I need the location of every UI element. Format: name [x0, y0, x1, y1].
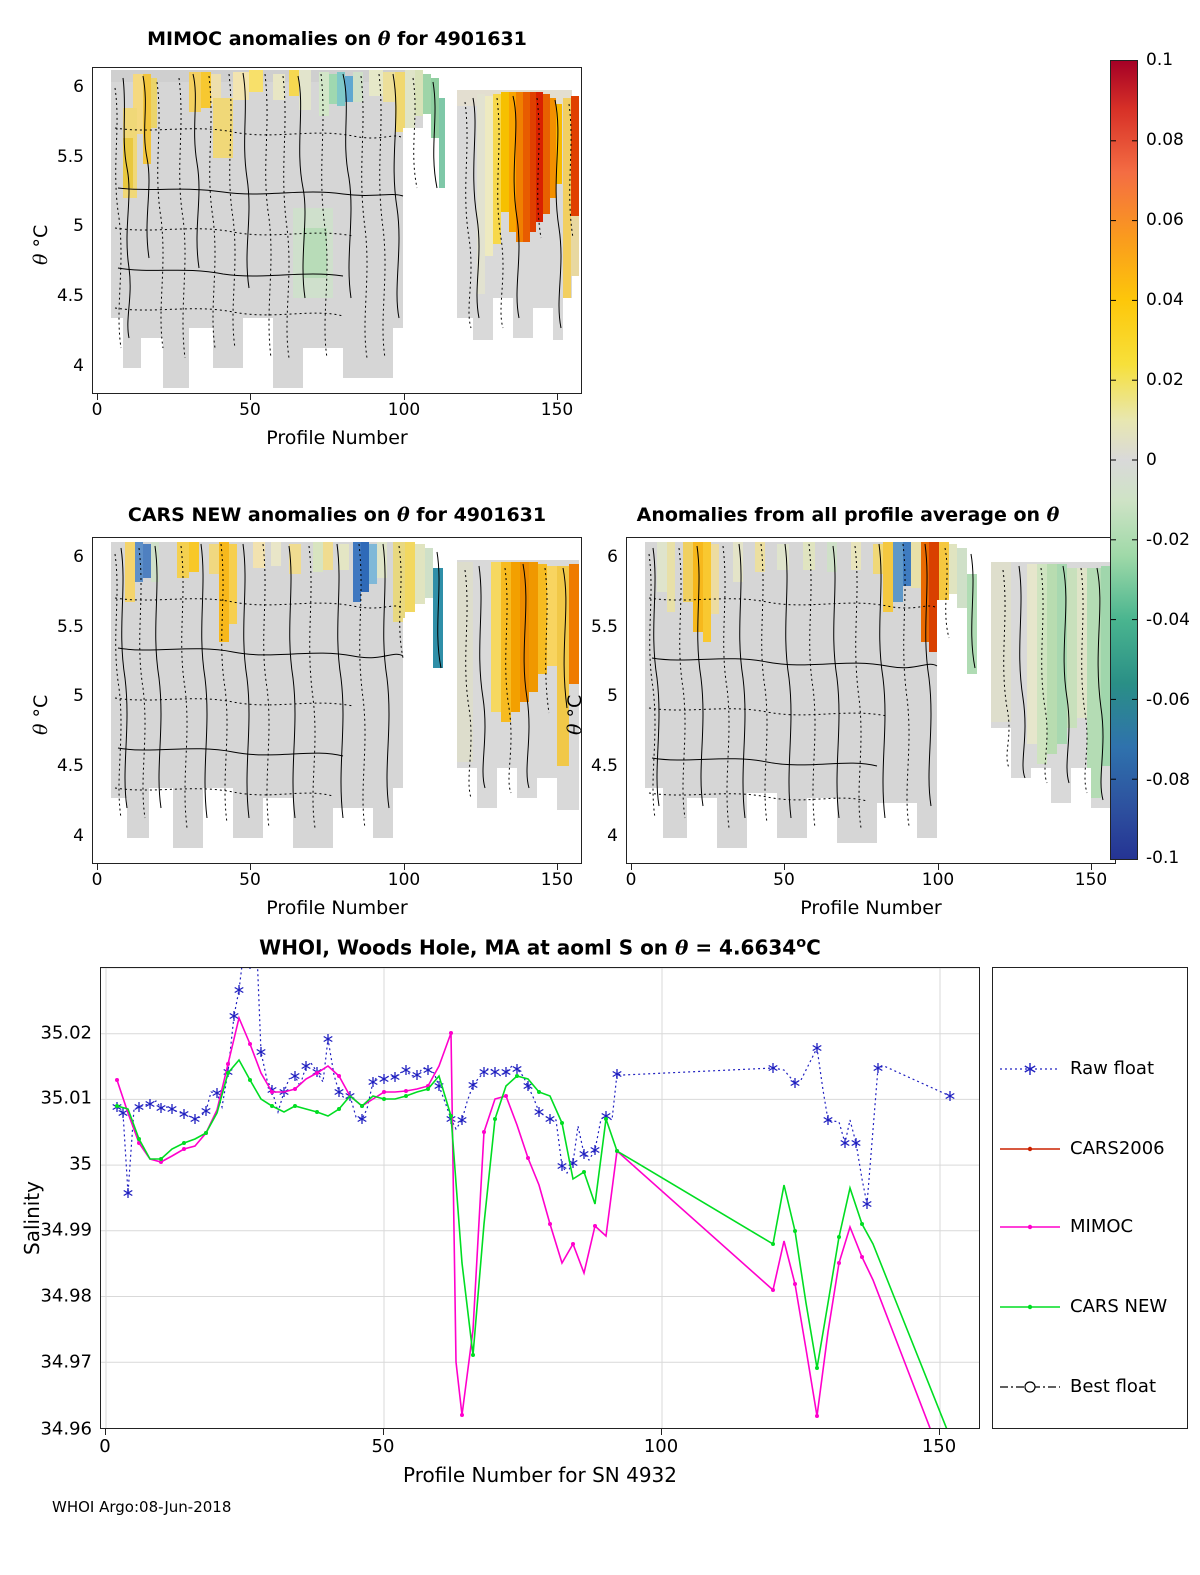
mimoc-ytick-0: 4: [73, 356, 84, 376]
legend-item-mimoc[interactable]: [1000, 1216, 1133, 1237]
cars-new-ytick-0: 4: [73, 826, 84, 846]
salinity-ytick-6: 35.02: [40, 1022, 92, 1044]
mimoc-ylabel: θ °C: [30, 224, 52, 265]
salinity-xtick-2: 100: [643, 1436, 679, 1457]
cars-new-xtick-1: 50: [239, 870, 261, 890]
cars-new-xtick-2: 100: [387, 870, 421, 890]
salinity-ytick-1: 34.97: [40, 1351, 92, 1373]
salinity-plot-area: [100, 967, 980, 1429]
profile-average-xtick-1: 50: [773, 870, 795, 890]
cars-new-contour-field: [93, 538, 581, 863]
profile-average-ytick-2: 5: [607, 686, 618, 706]
profile-average-ylabel: θ °C: [564, 694, 586, 735]
legend-label-cars-new: CARS NEW: [1070, 1296, 1168, 1317]
profile-average-ytick-4: 6: [607, 547, 618, 567]
cars-new-ytick-4: 6: [73, 547, 84, 567]
salinity-xtick-3: 150: [921, 1436, 957, 1457]
cars-new-ytick-3: 5.5: [56, 617, 84, 637]
colorbar-tick-2: 0.06: [1146, 210, 1184, 230]
salinity-xlabel: Profile Number for SN 4932: [402, 1463, 677, 1487]
legend-label-best-float: Best float: [1070, 1376, 1157, 1397]
legend-item-cars-new[interactable]: [1000, 1296, 1167, 1317]
profile-average-plot-area: [626, 537, 1116, 864]
salinity-xtick-1: 50: [371, 1436, 395, 1457]
cars-new-title: CARS NEW anomalies on θ for 4901631: [127, 504, 547, 526]
profile-average-title: Anomalies from all profile average on θ: [636, 504, 1060, 526]
cars-new-xtick-0: 0: [91, 870, 103, 890]
profile-average-ytick-1: 4.5: [590, 756, 618, 776]
profile-average-xtick-3: 150: [1074, 870, 1108, 890]
mimoc-ytick-4: 6: [73, 77, 84, 97]
mimoc-title: MIMOC anomalies on θ for 4901631: [147, 28, 527, 50]
mimoc-ytick-1: 4.5: [56, 286, 84, 306]
salinity-ytick-4: 35: [69, 1153, 92, 1175]
legend-swatch-raw-float: [1000, 1059, 1060, 1079]
mimoc-xlabel: Profile Number: [266, 427, 408, 449]
salinity-ytick-3: 34.99: [40, 1219, 92, 1241]
colorbar-tick-3: 0.04: [1146, 290, 1184, 310]
profile-average-ytick-0: 4: [607, 826, 618, 846]
colorbar-tick-4: 0.02: [1146, 370, 1184, 390]
cars-new-ytick-1: 4.5: [56, 756, 84, 776]
salinity-ytick-0: 34.96: [40, 1418, 92, 1440]
legend-item-best-float[interactable]: [1000, 1376, 1156, 1397]
profile-average-contour-field: [627, 538, 1115, 863]
colorbar-tick-7: -0.04: [1146, 610, 1190, 630]
mimoc-contour-field: [93, 68, 581, 393]
mimoc-xtick-1: 50: [239, 400, 261, 420]
legend-label-raw-float: Raw float: [1070, 1058, 1155, 1079]
colorbar-tick-10: -0.1: [1146, 848, 1180, 868]
mimoc-xtick-2: 100: [387, 400, 421, 420]
legend-item-raw-float[interactable]: [1000, 1058, 1154, 1079]
salinity-ytick-5: 35.01: [40, 1087, 92, 1109]
legend-swatch-cars2006: [1000, 1139, 1060, 1159]
cars-new-xtick-3: 150: [540, 870, 574, 890]
cars-new-xlabel: Profile Number: [266, 897, 408, 919]
salinity-ytick-2: 34.98: [40, 1285, 92, 1307]
salinity-title: WHOI, Woods Hole, MA at aoml S on $\theta = 4.6634^oC$: [259, 935, 821, 960]
legend-label-mimoc: MIMOC: [1070, 1216, 1134, 1237]
colorbar-tick-1: 0.08: [1146, 130, 1184, 150]
colorbar-tick-0: 0.1: [1146, 50, 1174, 70]
profile-average-xlabel: Profile Number: [800, 897, 942, 919]
footer-text: WHOI Argo:08-Jun-2018: [52, 1498, 232, 1516]
legend-item-cars2006[interactable]: [1000, 1138, 1165, 1159]
salinity-xtick-0: 0: [99, 1436, 111, 1457]
colorbar-tick-8: -0.06: [1146, 690, 1190, 710]
profile-average-ytick-3: 5.5: [590, 617, 618, 637]
profile-average-xtick-2: 100: [921, 870, 955, 890]
cars-new-ytick-2: 5: [73, 686, 84, 706]
legend-swatch-cars-new: [1000, 1297, 1060, 1317]
cars-new-plot-area: [92, 537, 582, 864]
mimoc-ytick-3: 5.5: [56, 147, 84, 167]
mimoc-ytick-2: 5: [73, 216, 84, 236]
legend-label-cars2006: CARS2006: [1070, 1138, 1165, 1159]
colorbar-tick-9: -0.08: [1146, 770, 1190, 790]
mimoc-xtick-0: 0: [91, 400, 103, 420]
colorbar-gradient: [1111, 61, 1137, 859]
colorbar-tick-6: -0.02: [1146, 530, 1190, 550]
colorbar-tick-5: 0: [1146, 450, 1157, 470]
cars-new-ylabel: θ °C: [30, 694, 52, 735]
profile-average-xtick-0: 0: [625, 870, 637, 890]
salinity-series-canvas: [101, 968, 979, 1428]
mimoc-plot-area: [92, 67, 582, 394]
salinity-ylabel: Salinity: [20, 1181, 44, 1255]
legend-swatch-best-float: [1000, 1377, 1060, 1397]
mimoc-xtick-3: 150: [540, 400, 574, 420]
legend-swatch-mimoc: [1000, 1217, 1060, 1237]
salinity-legend: [992, 967, 1188, 1429]
